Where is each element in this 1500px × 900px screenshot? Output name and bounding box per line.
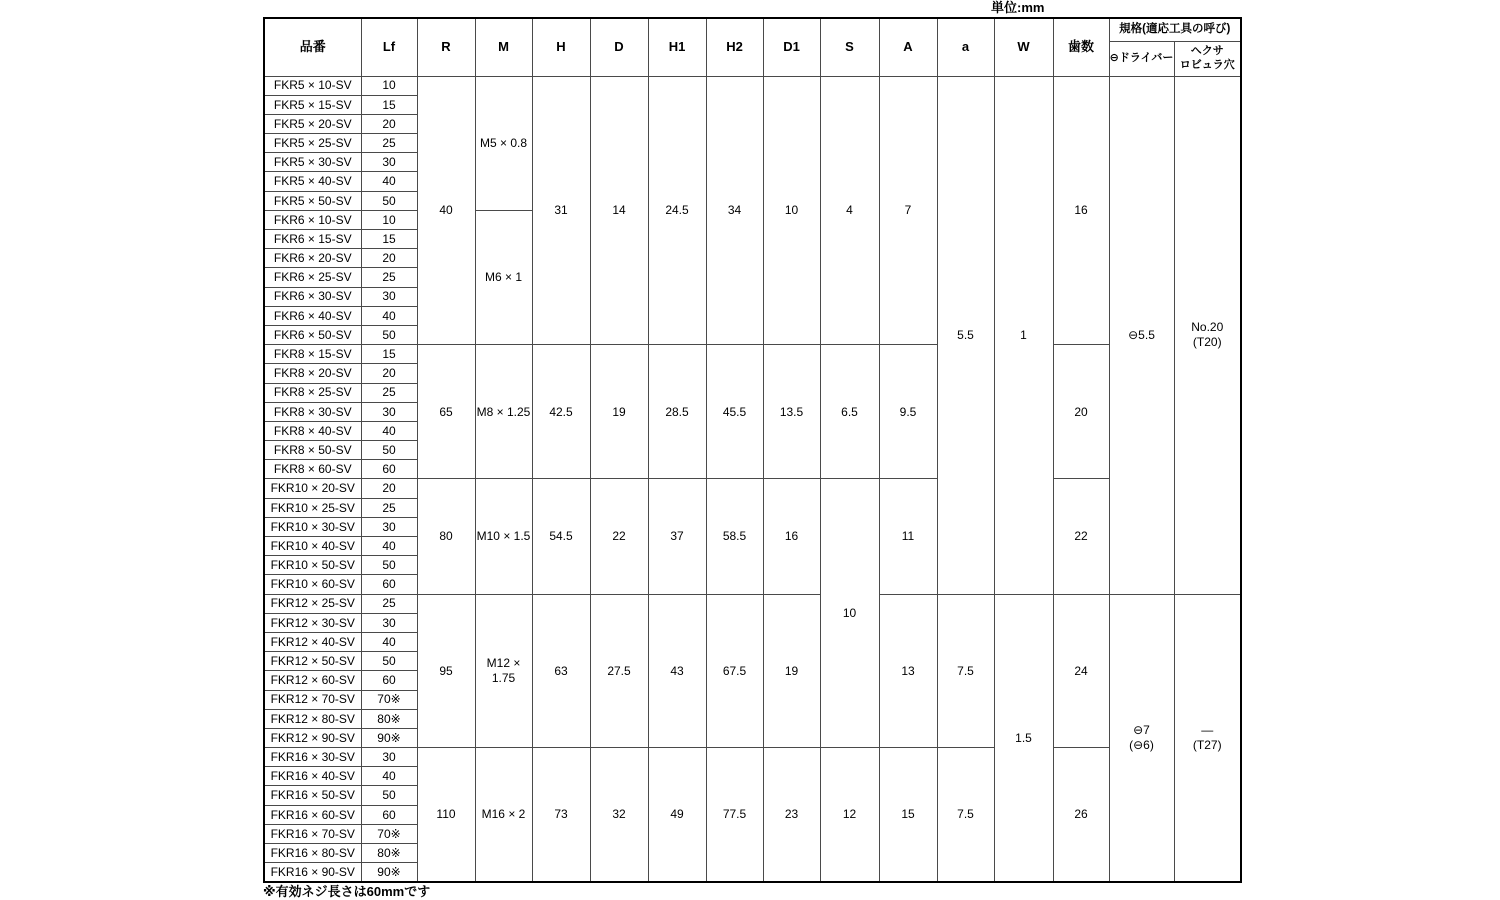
lf-cell: 60 (361, 460, 417, 479)
lf-cell: 80※ (361, 844, 417, 863)
table-row (264, 594, 1241, 613)
m-cell: M8 × 1.25 (475, 345, 532, 479)
hexalobular-size-cell (1174, 76, 1241, 594)
teeth-count-cell: 24 (1053, 594, 1109, 748)
h2-cell: 45.5 (706, 345, 763, 479)
d1-cell: 16 (763, 479, 820, 594)
lf-cell: 30 (361, 613, 417, 632)
part-cell: FKR8 × 20-SV (264, 364, 361, 383)
h2-cell: 77.5 (706, 748, 763, 882)
part-cell: FKR10 × 40-SV (264, 537, 361, 556)
a-cell: 11 (879, 479, 937, 594)
part-cell: FKR16 × 90-SV (264, 863, 361, 882)
hexalobular-size-line1: — (1201, 722, 1214, 737)
part-cell: FKR5 × 25-SV (264, 134, 361, 153)
d-cell: 22 (590, 479, 648, 594)
lf-cell: 30 (361, 153, 417, 172)
part-cell: FKR5 × 30-SV (264, 153, 361, 172)
col-header-r: R (417, 18, 475, 76)
col-header-a-upper: A (879, 18, 937, 76)
s-cell: 6.5 (820, 345, 879, 479)
part-cell: FKR10 × 20-SV (264, 479, 361, 498)
r-cell: 110 (417, 748, 475, 882)
lf-cell: 50 (361, 325, 417, 344)
part-cell: FKR6 × 20-SV (264, 249, 361, 268)
h1-cell: 37 (648, 479, 706, 594)
part-cell: FKR5 × 10-SV (264, 76, 361, 95)
part-cell: FKR6 × 50-SV (264, 325, 361, 344)
d1-cell: 23 (763, 748, 820, 882)
col-header-part: 品番 (264, 18, 361, 76)
part-cell: FKR8 × 15-SV (264, 345, 361, 364)
teeth-count-cell: 16 (1053, 76, 1109, 345)
h-cell: 63 (532, 594, 590, 748)
part-cell: FKR6 × 15-SV (264, 230, 361, 249)
part-cell: FKR5 × 20-SV (264, 114, 361, 133)
part-cell: FKR12 × 70-SV (264, 690, 361, 709)
d1-cell: 10 (763, 76, 820, 345)
s-cell: 10 (820, 479, 879, 748)
col-header-h2: H2 (706, 18, 763, 76)
footnote: ※有効ネジ長さは60mmです (263, 884, 431, 899)
lf-cell: 60 (361, 805, 417, 824)
m-line2: 1.75 (491, 670, 516, 685)
lf-cell: 40 (361, 632, 417, 651)
teeth-count-cell: 26 (1053, 748, 1109, 882)
h-cell: 73 (532, 748, 590, 882)
hexalobular-header-line2: ロビュラ穴 (1179, 58, 1235, 71)
w-cell: 1.5 (994, 594, 1053, 882)
hexalobular-size-line2: (T20) (1192, 335, 1222, 350)
teeth-count-cell: 20 (1053, 345, 1109, 479)
lf-cell: 40 (361, 306, 417, 325)
h-cell: 54.5 (532, 479, 590, 594)
lf-cell: 60 (361, 575, 417, 594)
lf-cell: 80※ (361, 709, 417, 728)
part-cell: FKR6 × 40-SV (264, 306, 361, 325)
lf-cell: 50 (361, 652, 417, 671)
part-cell: FKR5 × 40-SV (264, 172, 361, 191)
part-cell: FKR6 × 10-SV (264, 210, 361, 229)
h1-cell: 28.5 (648, 345, 706, 479)
m-line1: M12 × (486, 655, 521, 670)
lf-cell: 15 (361, 345, 417, 364)
hexalobular-size-line2: (T27) (1192, 737, 1222, 752)
col-header-tool-group: 規格(適応工具の呼び) (1109, 18, 1241, 41)
part-cell: FKR16 × 60-SV (264, 805, 361, 824)
driver-size-cell: ⊖5.5 (1109, 76, 1174, 594)
w-cell: 1 (994, 76, 1053, 594)
part-cell: FKR6 × 25-SV (264, 268, 361, 287)
lf-cell: 30 (361, 402, 417, 421)
lf-cell: 40 (361, 767, 417, 786)
a-cell: 9.5 (879, 345, 937, 479)
part-cell: FKR12 × 40-SV (264, 632, 361, 651)
lf-cell: 30 (361, 287, 417, 306)
col-header-h1: H1 (648, 18, 706, 76)
hexalobular-size-line1: No.20 (1191, 320, 1224, 335)
lf-cell: 15 (361, 95, 417, 114)
d-cell: 32 (590, 748, 648, 882)
part-cell: FKR6 × 30-SV (264, 287, 361, 306)
col-header-d1: D1 (763, 18, 820, 76)
lf-cell: 90※ (361, 728, 417, 747)
col-header-d: D (590, 18, 648, 76)
a-small-cell: 5.5 (937, 76, 994, 594)
part-cell: FKR8 × 40-SV (264, 421, 361, 440)
lf-cell: 20 (361, 479, 417, 498)
lf-cell: 30 (361, 748, 417, 767)
lf-cell: 70※ (361, 690, 417, 709)
a-small-cell: 7.5 (937, 748, 994, 882)
h2-cell: 58.5 (706, 479, 763, 594)
m-cell: M6 × 1 (475, 210, 532, 344)
r-cell: 40 (417, 76, 475, 345)
part-cell: FKR8 × 60-SV (264, 460, 361, 479)
part-cell: FKR8 × 30-SV (264, 402, 361, 421)
table-row (264, 748, 1241, 767)
lf-cell: 25 (361, 268, 417, 287)
lf-cell: 10 (361, 76, 417, 95)
lf-cell: 25 (361, 498, 417, 517)
part-cell: FKR16 × 30-SV (264, 748, 361, 767)
driver-size-line1: ⊖7 (1133, 722, 1150, 737)
part-cell: FKR16 × 80-SV (264, 844, 361, 863)
lf-cell: 40 (361, 537, 417, 556)
part-cell: FKR10 × 60-SV (264, 575, 361, 594)
col-header-lf: Lf (361, 18, 417, 76)
hexalobular-header-line1: ヘクサ (1190, 44, 1224, 57)
col-header-w: W (994, 18, 1053, 76)
part-cell: FKR12 × 60-SV (264, 671, 361, 690)
lf-cell: 20 (361, 114, 417, 133)
s-cell: 4 (820, 76, 879, 345)
part-cell: FKR16 × 70-SV (264, 824, 361, 843)
col-header-teeth: 歯数 (1053, 18, 1109, 76)
unit-label: 単位:mm (991, 0, 1045, 15)
a-small-cell: 7.5 (937, 594, 994, 748)
teeth-count-cell: 22 (1053, 479, 1109, 594)
part-cell: FKR12 × 30-SV (264, 613, 361, 632)
d1-cell: 13.5 (763, 345, 820, 479)
driver-size-line2: (⊖6) (1129, 737, 1154, 752)
lf-cell: 90※ (361, 863, 417, 882)
a-cell: 7 (879, 76, 937, 345)
lf-cell: 25 (361, 134, 417, 153)
col-header-driver: ⊖ドライバー (1109, 41, 1174, 76)
part-cell: FKR10 × 25-SV (264, 498, 361, 517)
s-cell: 12 (820, 748, 879, 882)
lf-cell: 70※ (361, 824, 417, 843)
lf-cell: 25 (361, 594, 417, 613)
spec-table (263, 17, 1242, 883)
lf-cell: 50 (361, 786, 417, 805)
part-cell: FKR12 × 50-SV (264, 652, 361, 671)
part-cell: FKR16 × 50-SV (264, 786, 361, 805)
driver-size-cell (1109, 594, 1174, 882)
part-cell: FKR12 × 90-SV (264, 728, 361, 747)
lf-cell: 60 (361, 671, 417, 690)
part-cell: FKR8 × 50-SV (264, 441, 361, 460)
part-cell: FKR12 × 80-SV (264, 709, 361, 728)
table-row (264, 479, 1241, 498)
h1-cell: 49 (648, 748, 706, 882)
r-cell: 80 (417, 479, 475, 594)
lf-cell: 20 (361, 249, 417, 268)
lf-cell: 40 (361, 421, 417, 440)
part-cell: FKR8 × 25-SV (264, 383, 361, 402)
lf-cell: 40 (361, 172, 417, 191)
m-cell (475, 594, 532, 748)
h2-cell: 67.5 (706, 594, 763, 748)
h2-cell: 34 (706, 76, 763, 345)
lf-cell: 10 (361, 210, 417, 229)
lf-cell: 50 (361, 441, 417, 460)
r-cell: 95 (417, 594, 475, 748)
d-cell: 14 (590, 76, 648, 345)
lf-cell: 50 (361, 556, 417, 575)
part-cell: FKR5 × 50-SV (264, 191, 361, 210)
m-cell: M5 × 0.8 (475, 76, 532, 210)
col-header-h: H (532, 18, 590, 76)
lf-cell: 25 (361, 383, 417, 402)
table-row (264, 76, 1241, 95)
table-row (264, 345, 1241, 364)
lf-cell: 20 (361, 364, 417, 383)
lf-cell: 30 (361, 517, 417, 536)
m-cell: M16 × 2 (475, 748, 532, 882)
lf-cell: 50 (361, 191, 417, 210)
part-cell: FKR10 × 30-SV (264, 517, 361, 536)
lf-cell: 15 (361, 230, 417, 249)
hexalobular-size-cell (1174, 594, 1241, 882)
a-cell: 13 (879, 594, 937, 748)
m-cell: M10 × 1.5 (475, 479, 532, 594)
header-row-top (264, 18, 1241, 41)
part-cell: FKR16 × 40-SV (264, 767, 361, 786)
a-cell: 15 (879, 748, 937, 882)
r-cell: 65 (417, 345, 475, 479)
part-cell: FKR12 × 25-SV (264, 594, 361, 613)
h1-cell: 24.5 (648, 76, 706, 345)
col-header-a-lower: a (937, 18, 994, 76)
part-cell: FKR10 × 50-SV (264, 556, 361, 575)
d1-cell: 19 (763, 594, 820, 748)
h-cell: 42.5 (532, 345, 590, 479)
col-header-s: S (820, 18, 879, 76)
d-cell: 27.5 (590, 594, 648, 748)
h1-cell: 43 (648, 594, 706, 748)
h-cell: 31 (532, 76, 590, 345)
col-header-hexalobular (1174, 41, 1241, 76)
col-header-m: M (475, 18, 532, 76)
d-cell: 19 (590, 345, 648, 479)
part-cell: FKR5 × 15-SV (264, 95, 361, 114)
